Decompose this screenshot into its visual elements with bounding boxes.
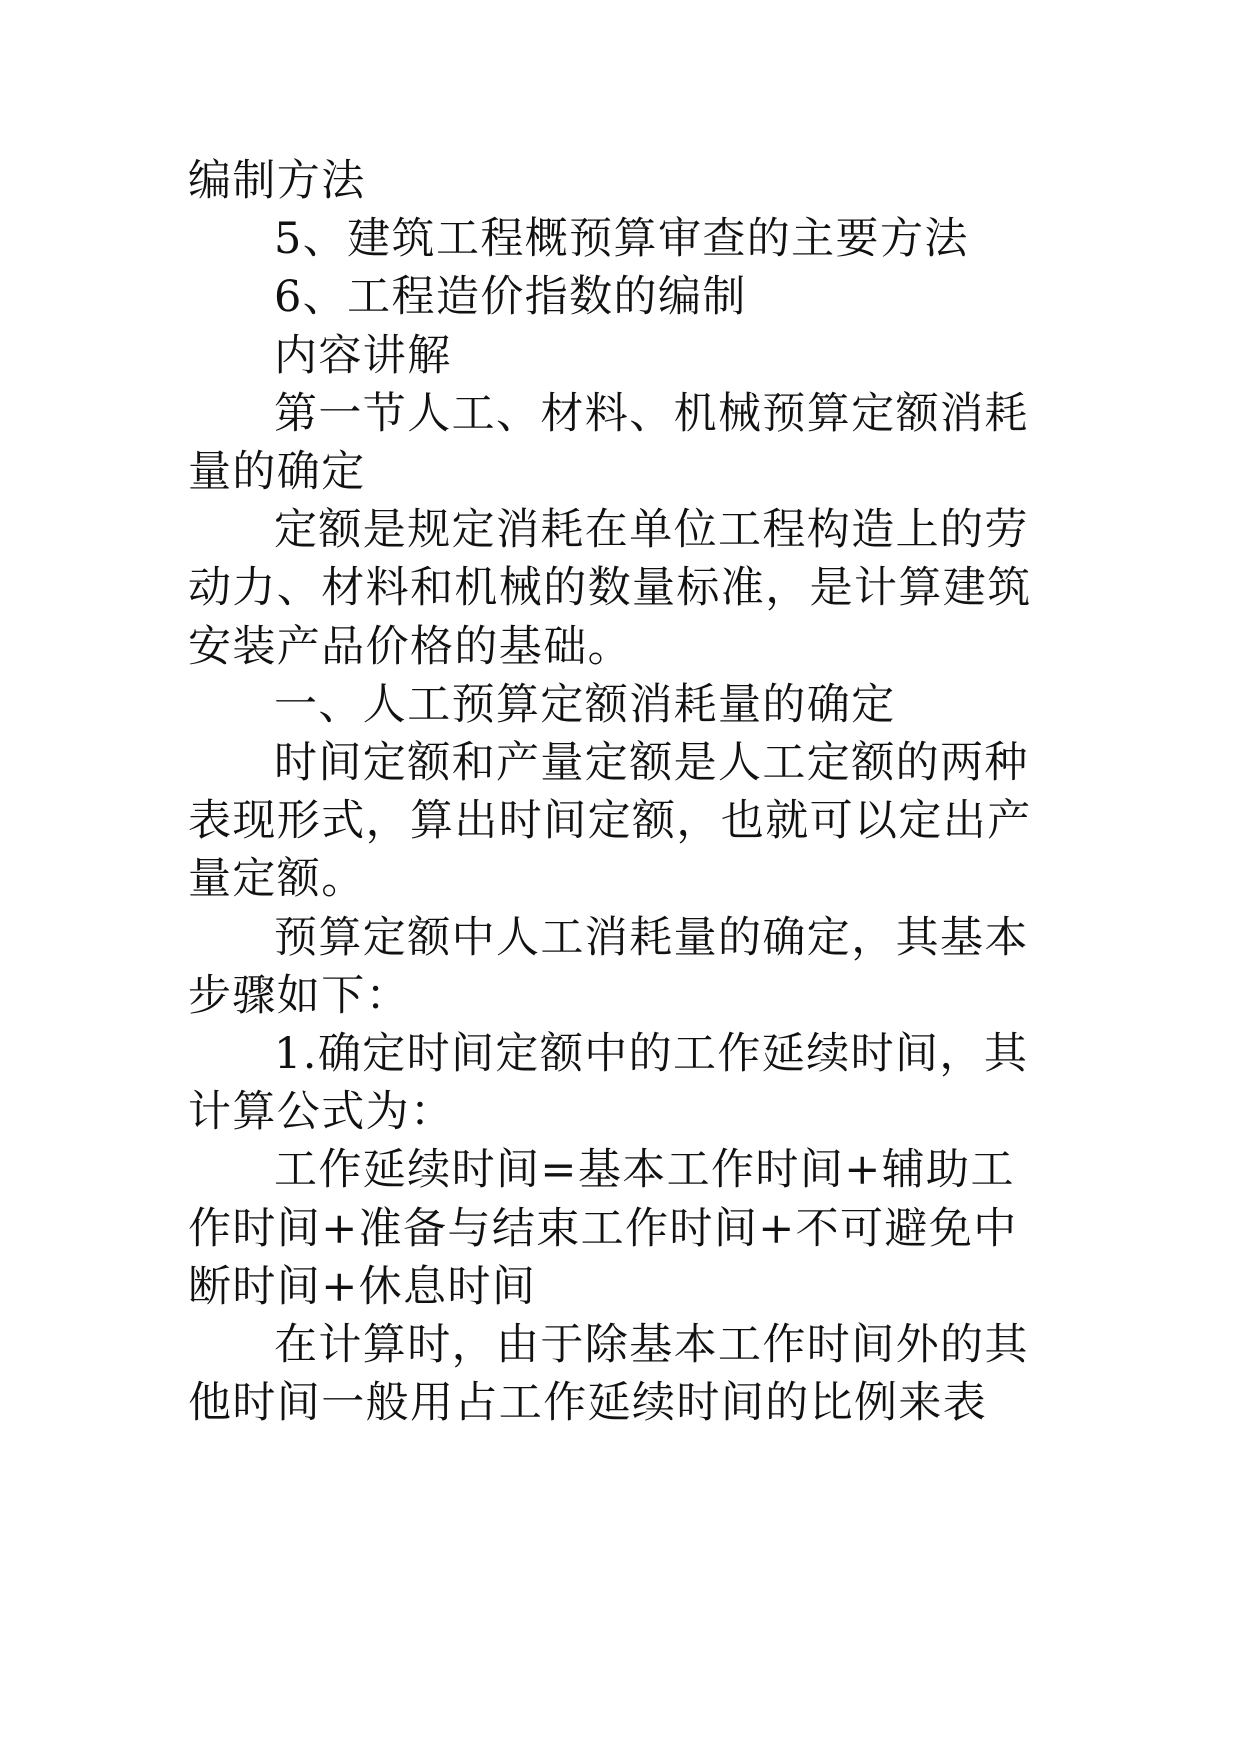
paragraph-12: 在计算时，由于除基本工作时间外的其他时间一般用占工作延续时间的比例来表 [188,1320,1029,1429]
paragraph-10: 1.确定时间定额中的工作延续时间，其计算公式为： [188,1029,1029,1138]
paragraph-1: 编制方法 [188,156,366,206]
section-heading-1: 第一节人工、材料、机械预算定额消耗量的确定 [188,388,1029,498]
paragraph-6: 定额是规定消耗在单位工程构造上的劳动力、材料和机械的数量标准，是计算建筑安装产品价格的基础。 [188,505,1032,672]
paragraph-2: 5、建筑工程概预算审查的主要方法 [274,214,969,265]
paragraph-3: 6、工程造价指数的编制 [274,272,747,323]
paragraph-9: 预算定额中人工消耗量的确定，其基本步骤如下： [188,912,1029,1021]
document-body [188,152,1058,1432]
paragraph-4: 内容讲解 [274,330,452,381]
subsection-heading-1: 一、人工预算定额消耗量的确定 [274,679,896,730]
paragraph-8: 时间定额和产量定额是人工定额的两种表现形式，算出时间定额，也就可以定出产量定额。 [188,738,1032,905]
formula-paragraph: 工作延续时间=基本工作时间+辅助工作时间+准备与结束工作时间+不可避免中断时间+休息时间 [188,1145,1018,1312]
